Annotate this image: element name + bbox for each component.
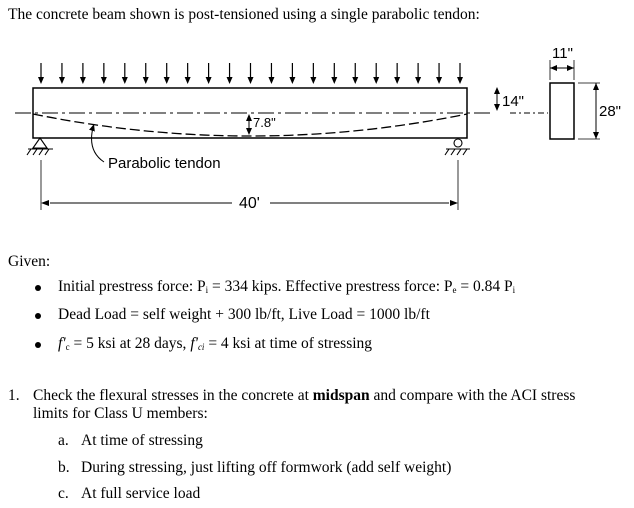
load-arrow-head (310, 77, 316, 84)
part-a-text: At time of stressing (81, 432, 203, 449)
given-item-concrete (58, 335, 372, 353)
load-arrow-head (352, 77, 358, 84)
question-pre: Check the flexural stresses in the concrete at (33, 387, 313, 404)
question-number: 1. (8, 387, 20, 404)
fc-sub: c (65, 342, 70, 352)
part-a-letter: a. (58, 432, 69, 449)
span-arrow-left (41, 200, 49, 206)
depth-arrow-down (593, 132, 599, 139)
load-arrow-head (101, 77, 107, 84)
intro-text: The concrete beam shown is post-tensioned using a single parabolic tendon: (8, 6, 480, 23)
drape-arrow-down (246, 128, 252, 135)
prestress-sub-b: e (452, 285, 457, 295)
load-arrow-head (38, 77, 44, 84)
fci-sub: ci (197, 342, 205, 352)
bullet-2 (35, 313, 41, 319)
prestress-text-b: = 334 kips. Effective prestress force: P (208, 278, 453, 295)
drape-arrow-up (246, 114, 252, 121)
load-arrow-head (206, 77, 212, 84)
right-support (445, 139, 470, 155)
load-arrow-head (268, 77, 274, 84)
load-arrow-head (143, 77, 149, 84)
load-arrow-head (331, 77, 337, 84)
distributed-load-arrows (38, 63, 463, 84)
tendon-leader (92, 124, 104, 162)
depth-arrow-up (593, 83, 599, 90)
question-bold: midspan (312, 387, 370, 404)
bullet-3 (35, 342, 41, 348)
left-support (27, 138, 53, 155)
given-item-loads: Dead Load = self weight + 300 lb/ft, Live Load = 1000 lb/ft (58, 306, 430, 323)
fc-text: = 5 ksi at 28 days, (69, 335, 191, 352)
span-label: 40' (239, 195, 260, 212)
load-arrow-head (164, 77, 170, 84)
load-arrow-head (373, 77, 379, 84)
part-b-letter: b. (58, 459, 70, 476)
question-post: and compare with the ACI stress (369, 387, 576, 404)
part-c-letter: c. (58, 485, 69, 502)
load-arrow-head (227, 77, 233, 84)
load-arrow-head (248, 77, 254, 84)
load-arrow-head (122, 77, 128, 84)
load-arrow-head (80, 77, 86, 84)
width-label: 11" (552, 45, 573, 62)
bullet-1 (35, 285, 41, 291)
question-line-2: limits for Class U members: (33, 405, 208, 422)
prestress-sub-c: i (512, 285, 516, 295)
question-line-1 (33, 387, 575, 405)
given-heading: Given: (8, 253, 51, 270)
load-arrow-head (436, 77, 442, 84)
width-arrow-right (567, 65, 574, 71)
height-label: 14" (502, 93, 525, 110)
part-b-text: During stressing, just lifting off formwork (add self weight) (81, 459, 452, 476)
prestress-text-c: = 0.84 P (456, 278, 513, 295)
depth-label: 28" (599, 103, 622, 120)
height-arrow-down (494, 104, 500, 111)
prestress-text-a: Initial prestress force: P (58, 278, 206, 295)
fc-symbol: f' (58, 335, 66, 352)
load-arrow-head (185, 77, 191, 84)
cross-section (550, 83, 574, 139)
height-arrow-up (494, 87, 500, 94)
load-arrow-head (415, 77, 421, 84)
width-arrow-left (550, 65, 557, 71)
load-arrow-head (457, 77, 463, 84)
given-item-prestress (58, 278, 515, 296)
fci-text: = 4 ksi at time of stressing (204, 335, 373, 352)
prestress-sub-a: i (205, 285, 209, 295)
part-c-text: At full service load (81, 485, 201, 502)
load-arrow-head (59, 77, 65, 84)
fci-symbol: f' (190, 335, 198, 352)
beam-figure (0, 0, 634, 230)
load-arrow-head (289, 77, 295, 84)
load-arrow-head (394, 77, 400, 84)
span-arrow-right (450, 200, 458, 206)
tendon-label: Parabolic tendon (108, 155, 221, 172)
drape-label: 7.8" (253, 115, 276, 130)
